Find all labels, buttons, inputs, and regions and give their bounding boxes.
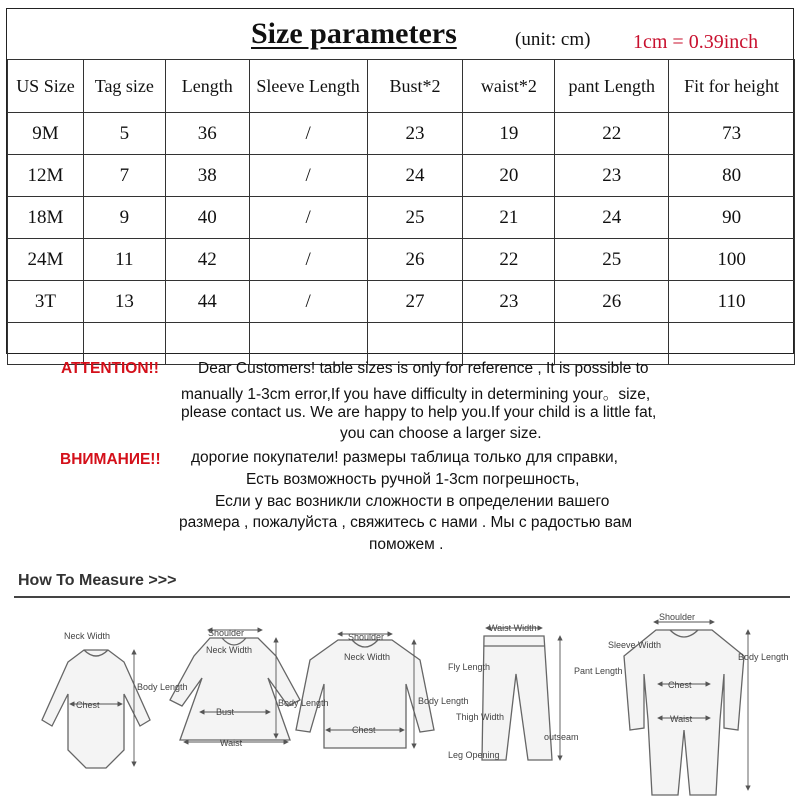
table-cell: 23: [463, 281, 555, 323]
table-row: [8, 155, 795, 197]
size-table: [7, 59, 795, 365]
attention-label: ATTENTION!!: [61, 360, 159, 377]
attention-line: Dear Customers! table sizes is only for reference , It is possible to: [198, 360, 649, 377]
table-cell: [165, 323, 249, 365]
label-neck-width: Neck Width: [344, 652, 391, 662]
table-cell: 7: [83, 155, 165, 197]
table-cell: 100: [669, 239, 795, 281]
table-cell: 24: [367, 155, 463, 197]
table-cell: 42: [165, 239, 249, 281]
vnimanie-line: поможем .: [369, 536, 444, 553]
vnimanie-line: дорогие покупатели! размеры таблица только для справки,: [191, 449, 618, 466]
table-cell: 23: [555, 155, 669, 197]
vnimanie-line: Если у вас возникли сложности в определении вашего: [215, 493, 610, 510]
label-leg-opening: Leg Opening: [448, 750, 500, 760]
label-waist: Waist: [220, 738, 243, 748]
label-fly-length: Fly Length: [448, 662, 491, 672]
table-cell: /: [249, 155, 367, 197]
attention-line: manually 1-3cm error,If you have difficulty in determining your。size,: [181, 386, 651, 403]
table-cell: 27: [367, 281, 463, 323]
table-row: [8, 323, 795, 365]
label-bust: Bust: [216, 707, 235, 717]
table-cell: 3T: [8, 281, 84, 323]
table-cell: 22: [463, 239, 555, 281]
column-header: Fit for height: [669, 60, 795, 113]
table-cell: [463, 323, 555, 365]
romper-diagram: [624, 630, 744, 795]
section-divider: [14, 596, 790, 598]
table-cell: [367, 323, 463, 365]
table-cell: 40: [165, 197, 249, 239]
table-cell: /: [249, 239, 367, 281]
table-cell: 18M: [8, 197, 84, 239]
column-header: US Size: [8, 60, 84, 113]
table-row: [8, 281, 795, 323]
table-cell: /: [249, 113, 367, 155]
table-cell: 22: [555, 113, 669, 155]
label-chest: Chest: [668, 680, 692, 690]
label-chest: Chest: [352, 725, 376, 735]
label-sleeve-width: Sleeve Width: [608, 640, 662, 650]
vnimanie-label: ВНИМАНИЕ!!: [60, 451, 161, 468]
table-cell: 44: [165, 281, 249, 323]
table-cell: 110: [669, 281, 795, 323]
table-cell: 9M: [8, 113, 84, 155]
table-cell: [8, 323, 84, 365]
label-shoulder: Shoulder: [208, 628, 245, 638]
table-cell: 26: [555, 281, 669, 323]
label-body-length: Body Length: [738, 652, 789, 662]
table-cell: 12M: [8, 155, 84, 197]
table-cell: 13: [83, 281, 165, 323]
attention-line: you can choose a larger size.: [340, 425, 542, 442]
table-cell: 23: [367, 113, 463, 155]
table-cell: 11: [83, 239, 165, 281]
size-chart-title: Size parameters: [251, 17, 457, 50]
table-cell: /: [249, 197, 367, 239]
table-cell: 9: [83, 197, 165, 239]
table-cell: 36: [165, 113, 249, 155]
label-pant-length: Pant Length: [574, 666, 623, 676]
table-cell: 5: [83, 113, 165, 155]
table-cell: 25: [555, 239, 669, 281]
label-shoulder: Shoulder: [348, 632, 385, 642]
table-cell: [249, 323, 367, 365]
table-cell: 26: [367, 239, 463, 281]
column-header: Length: [165, 60, 249, 113]
unit-note: (unit: cm): [515, 29, 591, 50]
table-cell: 90: [669, 197, 795, 239]
table-cell: 20: [463, 155, 555, 197]
label-waist: Waist: [670, 714, 693, 724]
table-cell: 80: [669, 155, 795, 197]
table-cell: 21: [463, 197, 555, 239]
label-neck-width: Neck Width: [64, 631, 111, 641]
column-header: Tag size: [83, 60, 165, 113]
table-cell: [555, 323, 669, 365]
table-row: [8, 239, 795, 281]
label-outseam: outseam: [544, 732, 579, 742]
vnimanie-line: размера , пожалуйста , свяжитесь с нами . Мы с радостью вам: [179, 514, 632, 531]
size-chart-header: [7, 9, 793, 59]
table-cell: 19: [463, 113, 555, 155]
table-cell: 38: [165, 155, 249, 197]
table-cell: 24: [555, 197, 669, 239]
how-to-measure-title: How To Measure >>>: [18, 572, 177, 589]
label-body-length: Body Length: [137, 682, 188, 692]
attention-line: please contact us. We are happy to help you.If your child is a little fat,: [181, 404, 657, 421]
table-row: [8, 113, 795, 155]
size-chart: [6, 8, 794, 354]
table-cell: 25: [367, 197, 463, 239]
label-shoulder: Shoulder: [659, 612, 696, 622]
label-neck-width: Neck Width: [206, 645, 253, 655]
column-header: pant Length: [555, 60, 669, 113]
label-waist-width: Waist Width: [489, 623, 537, 633]
table-row: [8, 197, 795, 239]
column-header: waist*2: [463, 60, 555, 113]
measurement-diagrams: [0, 600, 800, 800]
table-cell: [669, 323, 795, 365]
label-chest: Chest: [76, 700, 100, 710]
column-header: Sleeve Length: [249, 60, 367, 113]
column-header: Bust*2: [367, 60, 463, 113]
vnimanie-line: Есть возможность ручной 1-3cm погрешность,: [246, 471, 580, 488]
table-cell: /: [249, 281, 367, 323]
label-body-length: Body Length: [278, 698, 329, 708]
label-thigh-width: Thigh Width: [456, 712, 505, 722]
unit-conversion: 1cm = 0.39inch: [633, 31, 759, 53]
table-cell: 24M: [8, 239, 84, 281]
label-body-length: Body Length: [418, 696, 469, 706]
table-cell: [83, 323, 165, 365]
table-header-row: [8, 60, 795, 113]
pants-diagram: [482, 636, 552, 760]
table-cell: 73: [669, 113, 795, 155]
